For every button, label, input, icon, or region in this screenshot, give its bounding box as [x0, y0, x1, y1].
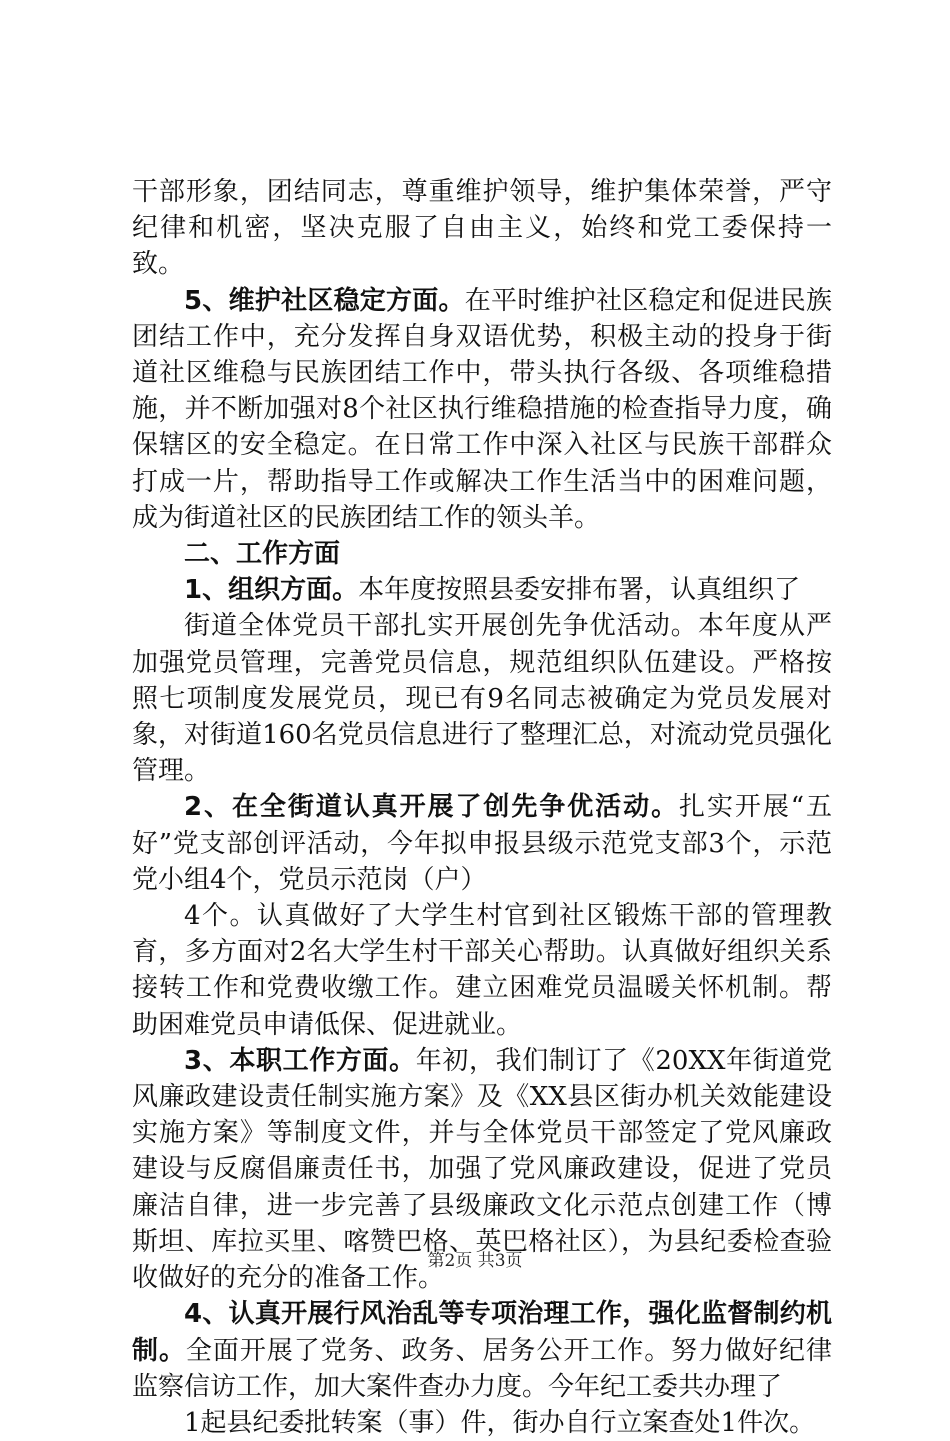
paragraph-text: 全面开展了党务、政务、居务公开工作。努力做好纪律监察信访工作，加大案件查办力度。今年纪工委共办理了 [132, 1335, 832, 1402]
paragraph-text: 街道全体党员干部扎实开展创先争优活动。本年度从严加强党员管理，完善党员信息，规范组织队伍建设。严格按照七项制度发展党员，现已有9名同志被确定为党员发展对象，对街道160名党员信息进行了整理汇总，对流动党员强化管理。 [132, 611, 832, 787]
paragraph-heading: 4、认真开展行风治乱等专项治理工作，强化监督制约机制。 [132, 1299, 832, 1366]
paragraph-text: 4个。认真做好了大学生村官到社区锻炼干部的管理教育，多方面对2名大学生村干部关心帮助。认真做好组织关系接转工作和党费收缴工作。建立困难党员温暖关怀机制。帮助困难党员申请低保、促进就业。 [132, 901, 832, 1040]
paragraph-text: 干部形象，团结同志，尊重维护领导，维护集体荣誉，严守纪律和机密，坚决克服了自由主义，始终和党工委保持一致。 [132, 177, 832, 280]
paragraph-heading: 1、组织方面。 [184, 575, 359, 606]
paragraph-text: 在平时维护社区稳定和促进民族团结工作中，充分发挥自身双语优势，积极主动的投身于街道社区维稳与民族团结工作中，带头执行各级、各项维稳措施，并不断加强对8个社区执行维稳措施的检查指导力度，确保辖区的安全稳定。在日常工作中深入社区与民族干部群众打成一片，帮助指导工作或解决工作生活当中的困难问题，成为街道社区的民族团结工作的领头羊。 [132, 285, 832, 533]
paragraph-heading: 3、本职工作方面。 [184, 1045, 416, 1076]
paragraph-4 [132, 572, 832, 608]
paragraph-5 [132, 608, 832, 789]
paragraph-9 [132, 1296, 832, 1405]
paragraph-text: 本年度按照县委安排布署，认真组织了 [358, 575, 801, 606]
paragraph-heading: 5、维护社区稳定方面。 [184, 285, 465, 316]
paragraph-10 [132, 1405, 832, 1441]
page-number-footer: 第2页 共3页 [427, 1251, 523, 1271]
section-heading [132, 536, 832, 572]
paragraph-6 [132, 789, 832, 898]
paragraph-heading: 2、在全街道认真开展了创先争优活动。 [184, 792, 680, 823]
paragraph-2 [132, 283, 832, 536]
paragraph-text: 年初，我们制订了《20XX年街道党风廉政建设责任制实施方案》及《XX县区街办机关效能建设实施方案》等制度文件，并与全体党员干部签定了党风廉政建设与反腐倡廉责任书，加强了党风廉政建设，促进了党员廉洁自律，进一步完善了县级廉政文化示范点创建工作（博斯坦、库拉买里、喀赞巴格、英巴格社区），为县纪委检查验收做好的充分的准备工作。 [132, 1045, 833, 1294]
paragraph-1 [132, 174, 832, 283]
paragraph-text: 1起县纪委批转案（事）件，街办自行立案查处1件次。 [184, 1407, 816, 1438]
paragraph-text: 扎实开展“五好”党支部创评活动，今年拟申报县级示范党支部3个，示范党小组4个，党员示范岗（户） [132, 792, 833, 895]
paragraph-heading: 二、工作方面 [184, 539, 341, 570]
paragraph-7 [132, 898, 832, 1043]
